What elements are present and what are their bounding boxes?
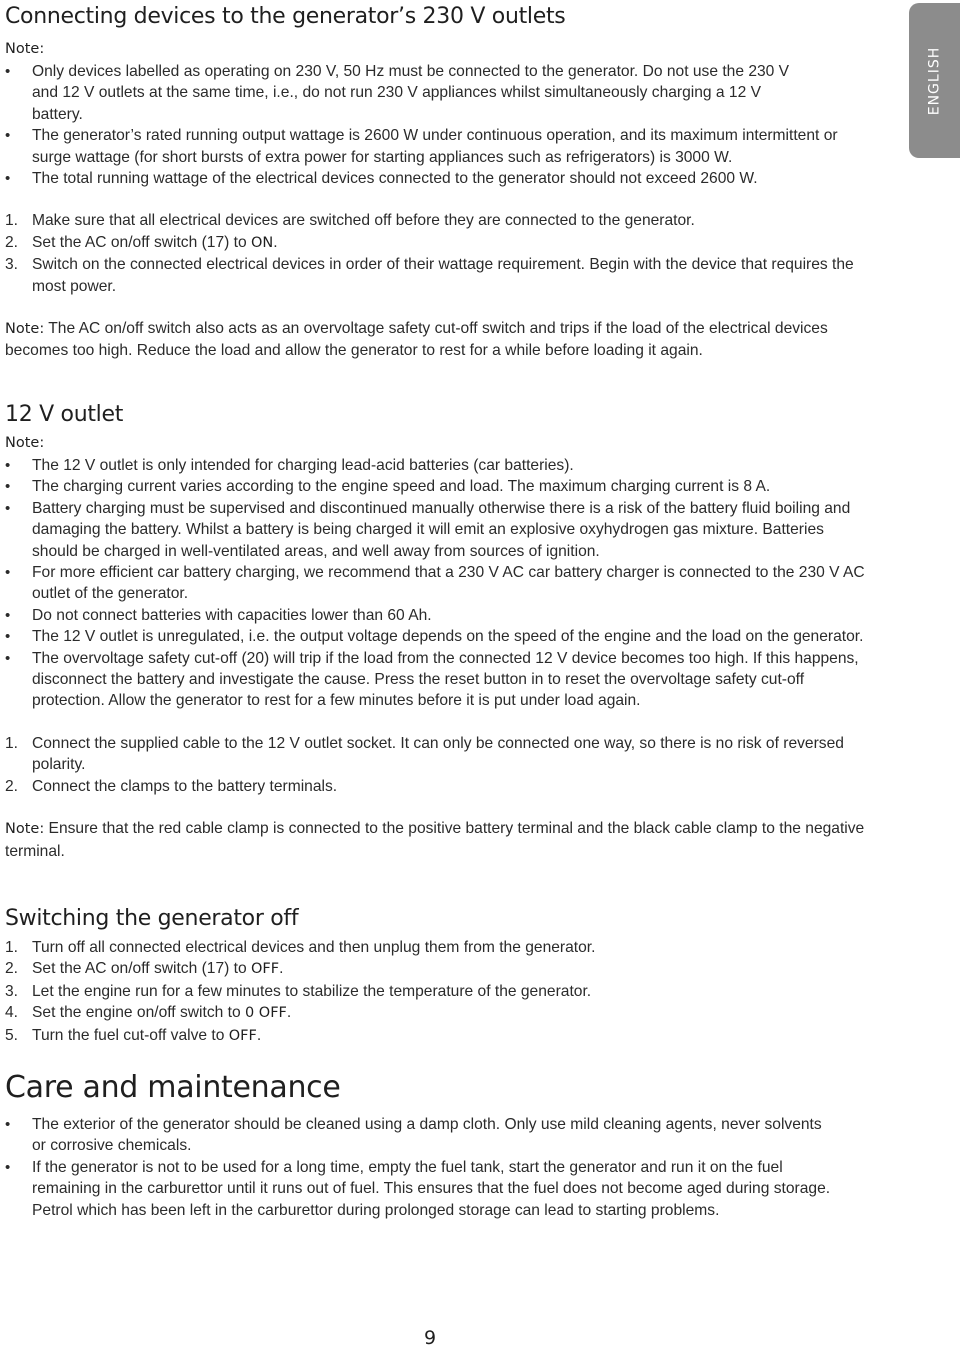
step-number: 3. [5, 982, 19, 1000]
list-item: • Battery charging must be supervised and discontinued manually otherwise there is a risk of the battery fluid boiling and damaging the battery. Whilst a battery is being charged it will emit an explosive oxyhydrogen gas mixture. Batteries should be charged in well-ventilated areas, and well away from sources of ignition. [5, 498, 865, 562]
list-item: • Do not connect batteries with capacities lower than 60 Ah. [5, 605, 865, 626]
note-paragraph [5, 318, 865, 362]
numbered-steps [5, 210, 865, 297]
switch-state: OFF [251, 961, 280, 978]
step-text: Switch on the connected electrical devices in order of their wattage requirement. Begin with the device that requires the most power. [32, 256, 854, 295]
language-tab [909, 3, 960, 158]
note-label: Note: [5, 41, 45, 57]
step-number: 3. [5, 256, 19, 274]
list-item: • For more efficient car battery charging, we recommend that a 230 V AC car battery charger is connected to the 230 V AC outlet of the generator. [5, 562, 865, 605]
section-230v-outlets [5, 3, 885, 362]
list-item [5, 733, 865, 776]
step-text: Let the engine run for a few minutes to stabilize the temperature of the generator. [32, 982, 592, 1000]
step-number: 4. [5, 1004, 19, 1022]
list-item [5, 232, 865, 254]
step-text-end: . [279, 960, 284, 978]
section-title: Connecting devices to the generator’s 230 V outlets [5, 4, 566, 29]
list-item: • The exterior of the generator should be cleaned using a damp cloth. Only use mild cleaning agents, never solvents or corrosive chemicals. [5, 1114, 835, 1157]
list-item [5, 981, 865, 1002]
step-text: Turn the fuel cut-off valve to [32, 1026, 229, 1044]
list-item: • The 12 V outlet is unregulated, i.e. the output voltage depends on the speed of the engine and the load on the generator. [5, 626, 865, 647]
step-number: 5. [5, 1026, 19, 1044]
list-item [5, 937, 865, 958]
step-text: Set the AC on/off switch (17) to [32, 960, 252, 978]
page-number: 9 [423, 1327, 437, 1349]
list-item: • The generator’s rated running output wattage is 2600 W under continuous operation, and its maximum intermittent or surge wattage (for short bursts of extra power for starting appliances such as refrigerators) is 3000 W. [5, 125, 850, 168]
step-number: 1. [5, 734, 19, 752]
step-text-end: . [273, 233, 278, 251]
valve-state: OFF [228, 1027, 257, 1044]
list-item: • The overvoltage safety cut-off (20) will trip if the load from the connected 12 V device becomes too high. If this happens, disconnect the battery and investigate the cause. Press the reset button in to reset the overvoltage safety cut-off protection. Allow the generator to rest for a few minutes before it is put under load again. [5, 648, 865, 712]
bullet-list [5, 61, 850, 189]
list-item [5, 210, 865, 231]
step-text: Make sure that all electrical devices are switched off before they are connected to the generator. [32, 212, 695, 230]
step-text: Connect the supplied cable to the 12 V outlet socket. It can only be connected one way, so there is no risk of reversed polarity. [32, 734, 844, 774]
note-label: Note: [5, 435, 45, 451]
note-text: The AC on/off switch also acts as an overvoltage safety cut-off switch and trips if the load of the electrical devices becomes too high. Reduce the load and allow the generator to rest for a while before loading it again. [5, 320, 828, 360]
list-item [5, 776, 865, 797]
list-item: • The charging current varies according to the engine speed and load. The maximum charging current is 8 A. [5, 476, 865, 497]
step-text: Connect the clamps to the battery terminals. [32, 777, 338, 795]
step-text-end: . [256, 1026, 262, 1044]
bullet-list [5, 455, 865, 712]
list-item: • The total running wattage of the electrical devices connected to the generator should not exceed 2600 W. [5, 168, 850, 189]
note-paragraph [5, 818, 865, 862]
language-tab-label: ENGLISH [925, 46, 942, 115]
step-number: 2. [5, 777, 19, 795]
list-item: • Only devices labelled as operating on 230 V, 50 Hz must be connected to the generator. Do not use the 230 V and 12 V outlets at the same time, i.e., do not run 230 V appliances whilst simultaneously charging a 12 V battery. [5, 61, 850, 125]
numbered-steps [5, 733, 865, 797]
list-item [5, 254, 865, 297]
switch-state: ON [251, 234, 274, 251]
step-number: 2. [5, 960, 19, 978]
section-12v-outlet [5, 401, 885, 862]
list-item: • If the generator is not to be used for a long time, empty the fuel tank, start the generator and run it on the fuel remaining in the carburettor until it runs out of fuel. This ensures that the fuel does not become aged during storage. Petrol which has been left in the carburettor during prolonged storage can lead to starting problems. [5, 1157, 835, 1221]
step-text: Set the engine on/off switch to [32, 1004, 245, 1022]
step-number: 2. [5, 233, 19, 251]
list-item [5, 958, 865, 980]
note-label: Note: [5, 321, 45, 338]
note-label: Note: [5, 821, 45, 838]
list-item [5, 1002, 865, 1024]
step-text-end: . [286, 1004, 292, 1022]
section-care-maintenance [5, 1070, 885, 1221]
step-number: 1. [5, 939, 19, 956]
list-item: • The 12 V outlet is only intended for charging lead-acid batteries (car batteries). [5, 455, 865, 476]
section-title: Care and maintenance [5, 1070, 341, 1105]
numbered-steps [5, 937, 865, 1047]
note-text: Ensure that the red cable clamp is connected to the positive battery terminal and the black cable clamp to the negative terminal. [5, 820, 865, 860]
list-item [5, 1025, 865, 1047]
step-text: Set the AC on/off switch (17) to [32, 233, 252, 251]
bullet-list [5, 1114, 835, 1221]
section-switching-off [5, 905, 885, 1047]
section-title: 12 V outlet [5, 402, 124, 427]
section-title: Switching the generator off [5, 906, 299, 931]
switch-state: 0 OFF [244, 1005, 287, 1022]
step-text: Turn off all connected electrical devices and then unplug them from the generator. [32, 939, 596, 956]
step-number: 1. [5, 212, 19, 230]
